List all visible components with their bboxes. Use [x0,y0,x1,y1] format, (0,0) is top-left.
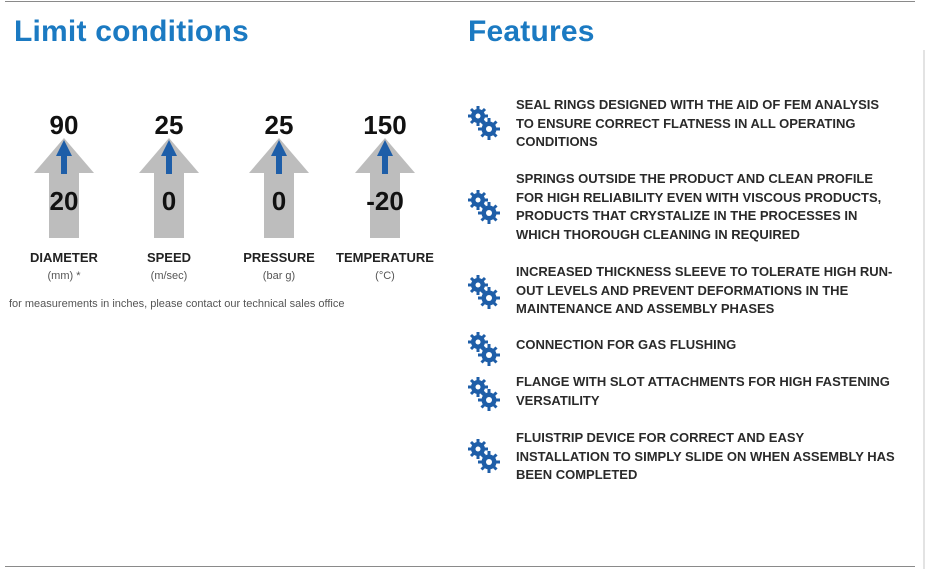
limit-unit: (°C) [375,270,395,282]
limit-speed [114,108,224,288]
feature-text: FLUISTRIP DEVICE FOR CORRECT AND EASY INSTALLATION TO SIMPLY SLIDE ON WHEN ASSEMBLY HAS BEEN COMPLETED [516,430,895,482]
min-value: -20 [366,186,404,216]
bottom-divider [5,566,915,567]
gears-icon [468,437,500,473]
limit-diameter [9,108,119,288]
limit-label: SPEED [146,250,192,265]
max-value: 25 [154,110,184,140]
feature-text: SEAL RINGS DESIGNED WITH THE AID OF FEM ANALYSIS TO ENSURE CORRECT FLATNESS IN ALL OPERATING CONDITIONS [516,97,880,149]
max-value: 150 [363,110,407,140]
limit-unit: (m/sec) [150,270,188,282]
feature-item [468,263,898,319]
gears-icon [468,273,500,309]
features-title: Features [468,15,595,48]
top-divider [5,1,915,2]
limit-unit: (mm) * [47,270,81,282]
gears-icon [468,330,500,366]
feature-text: INCREASED THICKNESS SLEEVE TO TOLERATE HIGH RUN-OUT LEVELS AND PREVENT DEFORMATIONS IN THE MAINTENANCE AND ASSEMBLY PHASES [516,264,893,316]
inches-note: for measurements in inches, please contact our technical sales office [9,298,345,310]
feature-text: FLANGE WITH SLOT ATTACHMENTS FOR HIGH FASTENING VERSATILITY [516,374,890,408]
min-value: 20 [49,186,79,216]
max-value: 25 [264,110,294,140]
feature-item [468,429,898,485]
min-value: 0 [161,186,177,216]
feature-item [468,96,898,152]
limit-label: PRESSURE [243,250,315,265]
limit-conditions-title: Limit conditions [14,15,249,48]
limit-pressure [224,108,334,288]
feature-item [468,336,898,366]
max-value: 90 [49,110,79,140]
limit-unit: (bar g) [262,270,296,282]
limit-temperature [330,108,440,288]
feature-item [468,373,898,413]
feature-text: SPRINGS OUTSIDE THE PRODUCT AND CLEAN PROFILE FOR HIGH RELIABILITY EVEN WITH VISCOUS PRODUCTS, PRODUCTS THAT CRYSTALIZE IN THE PROCESSES IN WHICH THOROUGH CLEANING IN REQUIRED [516,171,882,242]
gears-icon [468,188,500,224]
right-edge [923,50,925,569]
limit-label: TEMPERATURE [336,250,434,265]
limit-label: DIAMETER [30,250,98,265]
gears-icon [468,375,500,411]
feature-item [468,170,898,244]
feature-text: CONNECTION FOR GAS FLUSHING [516,337,737,352]
gears-icon [468,104,500,140]
min-value: 0 [271,186,287,216]
